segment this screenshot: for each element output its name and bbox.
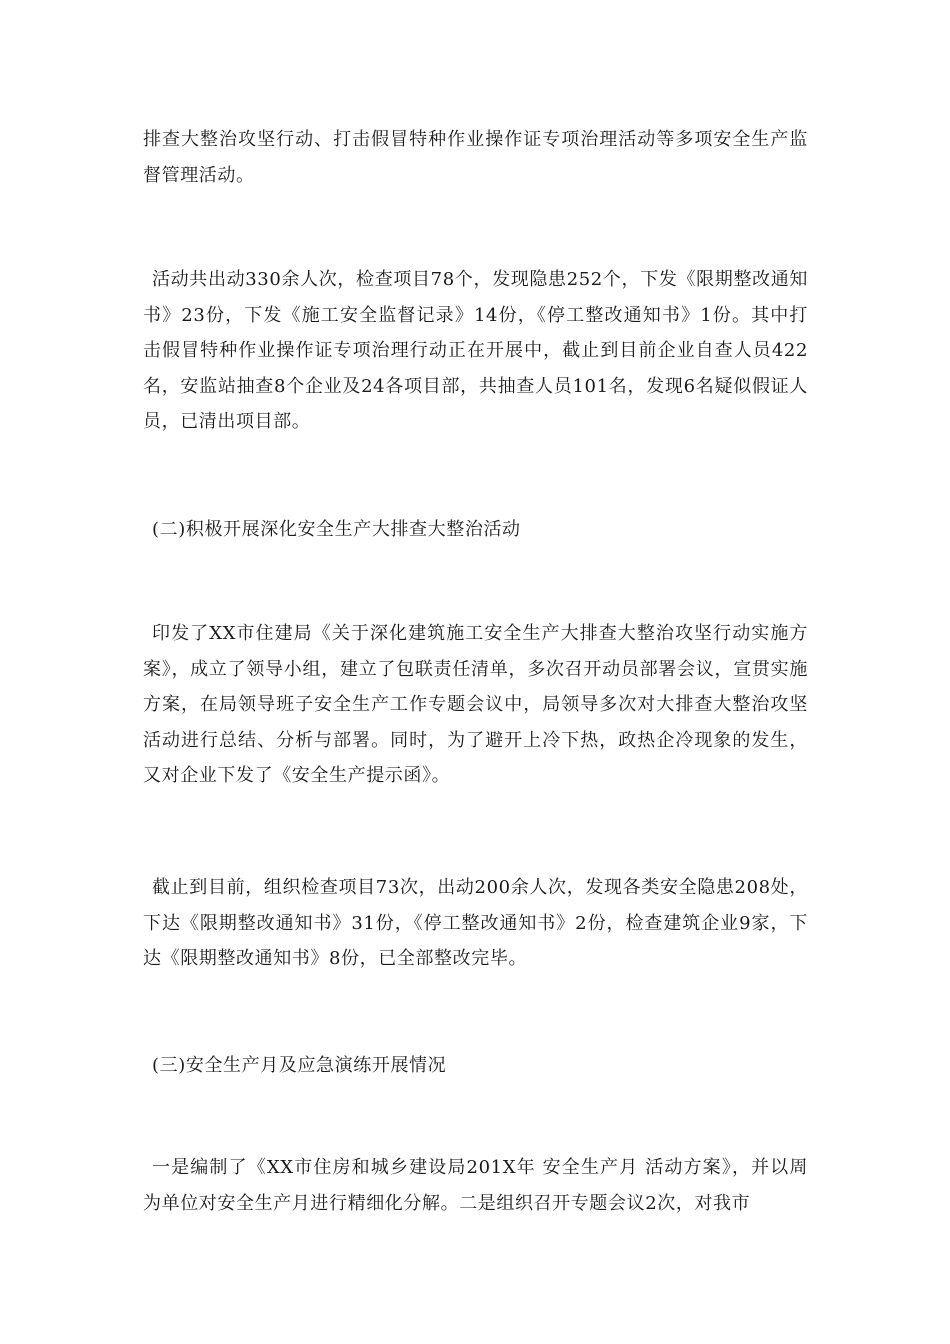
section-heading-3: (三)安全生产月及应急演练开展情况 (152, 1055, 447, 1076)
paragraph-inspection-results: 截止到目前，组织检查项目73次，出动200余人次，发现各类安全隐患208处，下达《限期整改通知书》31份，《停工整改通知书》2份，检查建筑企业9家，下达《限期整改通知书》8份，已全部整改完毕。 (143, 877, 808, 969)
paragraph-safety-month: 一是编制了《XX市住房和城乡建设局201X年 安全生产月 活动方案》，并以周为单位对安全生产月进行精细化分解。二是组织召开专题会议2次，对我市 (143, 1157, 808, 1214)
paragraph-continuation: 排查大整治攻坚行动、打击假冒特种作业操作证专项治理活动等多项安全生产监督管理活动。 (143, 129, 808, 186)
section-heading-2: (二)积极开展深化安全生产大排查大整治活动 (152, 519, 521, 540)
paragraph-activity-stats: 活动共出动330余人次，检查项目78个，发现隐患252个，下发《限期整改通知书》23份，下发《施工安全监督记录》14份，《停工整改通知书》1份。其中打击假冒特种作业操作证专项治理行动正在开展中，截止到目前企业自查人员422名，安监站抽查8个企业及24各项目部，共抽查人员101名，发现6名疑似假证人员，已清出项目部。 (143, 269, 808, 432)
paragraph-implementation-plan: 印发了XX市住建局《关于深化建筑施工安全生产大排查大整治攻坚行动实施方案》，成立了领导小组，建立了包联责任清单，多次召开动员部署会议，宣贯实施方案，在局领导班子安全生产工作专题会议中，局领导多次对大排查大整治攻坚活动进行总结、分析与部署。同时，为了避开上冷下热，政热企冷现象的发生，又对企业下发了《安全生产提示函》。 (143, 623, 808, 786)
